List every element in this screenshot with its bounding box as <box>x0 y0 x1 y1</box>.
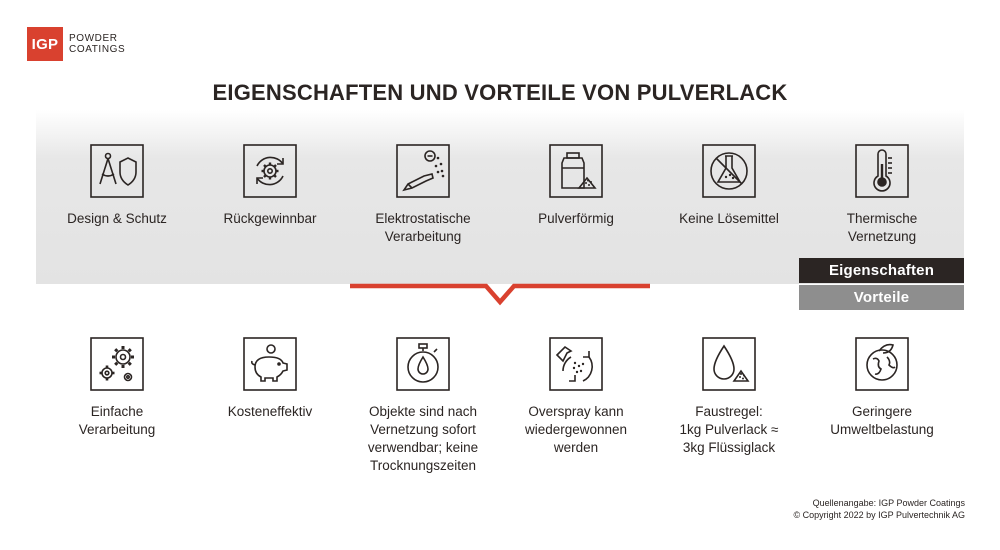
property-no-solvent <box>654 144 804 228</box>
advantage-cost-effective <box>195 337 345 421</box>
recycle-gear-icon <box>243 144 297 198</box>
no-solvent-icon <box>702 144 756 198</box>
advantage-rule-of-thumb <box>654 337 804 457</box>
property-label: Rückgewinnbar <box>223 211 317 226</box>
page-title: EIGENSCHAFTEN UND VORTEILE VON PULVERLACK <box>212 80 788 105</box>
advantage-overspray-recovery <box>501 337 651 457</box>
logo-mark: IGP <box>27 27 63 61</box>
legend-advantages: Vorteile <box>799 285 964 310</box>
advantage-label: Overspray kann wiedergewonnen werden <box>524 404 628 455</box>
thermometer-icon <box>855 144 909 198</box>
legend-properties: Eigenschaften <box>799 258 964 283</box>
logo-text <box>69 33 125 55</box>
overspray-recycle-icon <box>549 337 603 391</box>
advantage-label: Einfache Verarbeitung <box>78 404 156 437</box>
property-label: Thermische Vernetzung <box>846 211 918 244</box>
property-recoverable <box>195 144 345 228</box>
advantage-label: Objekte sind nach Vernetzung sofort verwendbar; keine Trocknungszeiten <box>367 404 479 473</box>
advantage-label: Geringere Umweltbelastung <box>830 404 934 437</box>
source-attribution <box>793 497 965 521</box>
property-label: Elektrostatische Verarbeitung <box>375 211 471 244</box>
property-label: Keine Lösemittel <box>679 211 779 226</box>
gears-icon <box>90 337 144 391</box>
property-label: Design & Schutz <box>67 211 167 226</box>
source-line-1: Quellenangabe: IGP Powder Coatings <box>812 498 965 508</box>
advantage-label: Faustregel: 1kg Pulverlack ≈ 3kg Flüssiglack <box>679 404 779 455</box>
advantage-low-environmental-impact <box>807 337 957 439</box>
red-arrow-connector <box>350 282 650 312</box>
globe-leaf-icon <box>855 337 909 391</box>
advantage-easy-processing <box>42 337 192 439</box>
advantage-label: Kosteneffektiv <box>227 404 313 419</box>
logo-line-2: COATINGS <box>69 44 126 55</box>
property-thermal-crosslinking <box>807 144 957 246</box>
stopwatch-icon <box>396 337 450 391</box>
source-line-2: © Copyright 2022 by IGP Pulvertechnik AG <box>793 510 965 520</box>
property-powdery <box>501 144 651 228</box>
logo-line-1: POWDER <box>69 33 118 44</box>
property-design-protection <box>42 144 192 228</box>
spray-gun-icon <box>396 144 450 198</box>
igp-logo <box>27 27 125 61</box>
advantage-no-drying-time <box>348 337 498 475</box>
property-electrostatic <box>348 144 498 246</box>
drop-powder-icon <box>702 337 756 391</box>
compass-shield-icon <box>90 144 144 198</box>
powder-jar-icon <box>549 144 603 198</box>
piggy-bank-icon <box>243 337 297 391</box>
property-label: Pulverförmig <box>538 211 614 226</box>
